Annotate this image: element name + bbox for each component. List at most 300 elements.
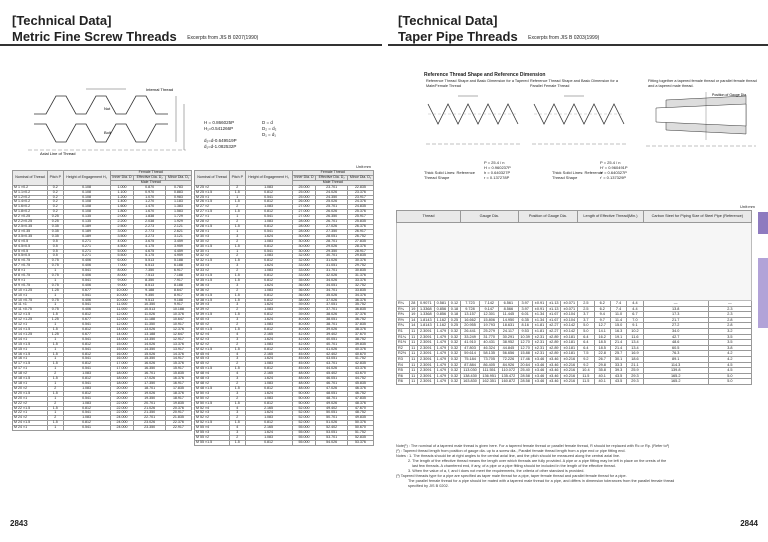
- table-cell: 0.12: [449, 301, 461, 307]
- table-cell: 1.5: [48, 328, 64, 333]
- table-cell: 0.189: [63, 229, 110, 234]
- table-cell: 18.376: [165, 391, 191, 396]
- table-cell: ±1.81: [532, 323, 546, 329]
- table-cell: 27.350: [316, 229, 347, 234]
- table-cell: M 27 ×1: [195, 215, 230, 220]
- table-cell: 72.226: [499, 356, 518, 362]
- table-cell: 0.2: [48, 195, 64, 200]
- table-cell: 20.917: [165, 411, 191, 416]
- table-cell: 52.402: [316, 426, 347, 431]
- table-cell: M 4 ×0.5: [13, 239, 48, 244]
- table-cell: 34.376: [347, 293, 373, 298]
- table-cell: ±0.181: [561, 340, 578, 346]
- table-cell: 1.470: [134, 205, 165, 210]
- table-cell: 42.000: [292, 332, 316, 337]
- table-cell: 6.917: [165, 269, 191, 274]
- table-cell: 50.670: [347, 426, 373, 431]
- table-cell: 0.406: [63, 274, 110, 279]
- table-cell: 11: [409, 356, 417, 362]
- right-header: [398, 14, 599, 44]
- table-cell: 8.16: [518, 323, 532, 329]
- table-cell: 9.728: [460, 306, 479, 312]
- table-cell: 1: [230, 229, 246, 234]
- table-cell: 1.083: [245, 396, 292, 401]
- table-cell: 1.5: [230, 313, 246, 318]
- table-cell: M 36 ×1.5: [195, 293, 230, 298]
- table-cell: 52.000: [292, 421, 316, 426]
- table-cell: 17.000: [110, 367, 134, 372]
- table-cell: M 48 ×4: [195, 372, 230, 377]
- table-cell: 15.350: [134, 357, 165, 362]
- table-cell: 1.083: [245, 269, 292, 274]
- table-cell: 0.406: [63, 283, 110, 288]
- table-cell: 17.835: [165, 386, 191, 391]
- right-diagram-title: Reference Thread Shape and Reference Dimension: [424, 72, 546, 78]
- table-cell: 1.5: [230, 440, 246, 445]
- table-cell: 7.188: [165, 274, 191, 279]
- table-cell: 15.806: [480, 317, 499, 323]
- table-cell: 0.32: [449, 351, 461, 357]
- table-cell: 0.812: [245, 259, 292, 264]
- th-pitch: Pitch P: [48, 171, 64, 186]
- table-cell: 33.000: [292, 264, 316, 269]
- table-cell: 35.752: [347, 303, 373, 308]
- table-cell: —: [643, 301, 708, 307]
- table-cell: ±1.67: [547, 317, 561, 323]
- table-cell: 32.000: [292, 254, 316, 259]
- table-cell: 1.5: [48, 362, 64, 367]
- table-cell: 22.8: [594, 351, 610, 357]
- table-cell: M 40 ×1.5: [195, 328, 230, 333]
- table-cell: 1: [48, 357, 64, 362]
- table-cell: 7.723: [460, 301, 479, 307]
- table-cell: 49.026: [316, 401, 347, 406]
- left-title: Metric Fine Screw Threads: [12, 29, 177, 44]
- table-cell: ±3.46: [532, 368, 546, 374]
- table-cell: 3.97: [518, 306, 532, 312]
- table-cell: 87.884: [460, 362, 479, 368]
- parallel-thread-diagram: [530, 90, 630, 152]
- table-cell: 47.670: [347, 406, 373, 411]
- table-cell: 0.271: [63, 239, 110, 244]
- table-cell: ±0.216: [561, 373, 578, 379]
- table-cell: 20.64: [518, 362, 532, 368]
- table-cell: 13.4: [627, 340, 643, 346]
- table-cell: 55.000: [292, 426, 316, 431]
- table-cell: 3.459: [165, 239, 191, 244]
- table-cell: 48.000: [292, 386, 316, 391]
- table-cell: M 55 ×3: [195, 431, 230, 436]
- table-cell: 136.951: [480, 373, 499, 379]
- table-cell: 1.479: [434, 345, 448, 351]
- table-cell: 0.5: [48, 249, 64, 254]
- table-cell: M 55 ×2: [195, 435, 230, 440]
- table-cell: 2.165: [245, 372, 292, 377]
- table-cell: 1: [48, 381, 64, 386]
- note-2: Notes : 1. The threads should be at right angles to the central axial line, and the pitch should be measured along the central axial line.: [396, 454, 621, 458]
- table-cell: 1.624: [245, 391, 292, 396]
- metric-table-2: [194, 170, 374, 446]
- table-cell: 0.75: [48, 298, 64, 303]
- table-cell: M 11 ×1: [13, 303, 48, 308]
- table-row: [195, 440, 374, 445]
- table-cell: 2.121: [165, 224, 191, 229]
- table-cell: R¼: [397, 301, 410, 307]
- table-cell: 0.32: [449, 334, 461, 340]
- diag1-caption: Reference Thread Shape and Basic Dimension for a Tapered Male/Female Thread: [426, 79, 529, 88]
- table-cell: 7.917: [165, 278, 191, 283]
- table-cell: 4.675: [134, 249, 165, 254]
- table-cell: 4.175: [134, 244, 165, 249]
- table-cell: 20.000: [110, 391, 134, 396]
- tapered-thread-diagram: [424, 90, 524, 152]
- table-cell: 0.406: [63, 259, 110, 264]
- table-cell: ±0.216: [561, 356, 578, 362]
- table-cell: 9.513: [134, 298, 165, 303]
- table-cell: 45.835: [347, 381, 373, 386]
- table-cell: 51.026: [316, 421, 347, 426]
- table-cell: M 30 ×1.5: [195, 244, 230, 249]
- table-cell: 3: [230, 377, 246, 382]
- table-cell: M 8 ×1: [13, 269, 48, 274]
- table-cell: 0.812: [245, 200, 292, 205]
- table-cell: M 30 ×1: [195, 249, 230, 254]
- table-cell: 2: [230, 308, 246, 313]
- table-cell: 8.000: [110, 274, 134, 279]
- table-cell: 12.647: [165, 332, 191, 337]
- table-cell: 18.000: [110, 377, 134, 382]
- table-cell: 26.376: [347, 224, 373, 229]
- table-cell: ±2.89: [547, 345, 561, 351]
- table-cell: 25.279: [480, 328, 499, 334]
- table-cell: 1: [48, 411, 64, 416]
- table-cell: 16.350: [134, 367, 165, 372]
- table-cell: 46.701: [316, 381, 347, 386]
- table-cell: 25.701: [316, 205, 347, 210]
- table-cell: 0.271: [63, 254, 110, 259]
- table-cell: 44.752: [347, 377, 373, 382]
- table-cell: 42.000: [292, 342, 316, 347]
- table-cell: 29.3: [627, 379, 643, 385]
- table-cell: 1.5: [48, 421, 64, 426]
- table-cell: M 14 ×1.25: [13, 332, 48, 337]
- table-cell: 5.0: [578, 323, 594, 329]
- table-cell: R2½: [397, 351, 410, 357]
- table-cell: 3: [230, 411, 246, 416]
- formula-right-h: H' = 0.960491P: [600, 165, 628, 170]
- table-cell: M 1.2×0.2: [13, 195, 48, 200]
- table-cell: 32.000: [292, 259, 316, 264]
- table-cell: 50.376: [347, 421, 373, 426]
- table-cell: 1.083: [245, 381, 292, 386]
- th-inner: Inner Dia. D: [110, 175, 134, 180]
- table-cell: R1¼: [397, 334, 410, 340]
- table-cell: 2: [230, 220, 246, 225]
- table-cell: 35.000: [292, 278, 316, 283]
- table-cell: M 52 ×1.5: [195, 421, 230, 426]
- right-page-number: 2844: [740, 519, 758, 528]
- table-cell: 2: [48, 372, 64, 377]
- table-cell: 3: [230, 337, 246, 342]
- table-cell: 23.701: [316, 185, 347, 190]
- metric-thread-diagram: [26, 84, 196, 156]
- table-cell: 13.8: [643, 306, 708, 312]
- table-cell: 1.100: [110, 190, 134, 195]
- table-cell: 13.157: [460, 312, 479, 318]
- table-cell: 41.026: [316, 347, 347, 352]
- table-cell: 1.624: [245, 264, 292, 269]
- table-cell: 4.4: [627, 301, 643, 307]
- th-pipe: Carbon Steel for Piping Size of Steel Pipe (Reference): [643, 211, 751, 223]
- table-cell: M 50 ×2: [195, 396, 230, 401]
- table-cell: 14: [409, 317, 417, 323]
- left-formulas-a: [204, 120, 264, 150]
- table-cell: 11.000: [110, 308, 134, 313]
- taper-notes: [396, 444, 756, 489]
- table-cell: 33.249: [460, 334, 479, 340]
- diagram-label-nut: Nut: [104, 106, 111, 111]
- table-cell: 6.35: [518, 317, 532, 323]
- table-cell: M 26 ×1.5: [195, 200, 230, 205]
- table-cell: 0.135: [63, 215, 110, 220]
- table-cell: 45.000: [292, 362, 316, 367]
- table-cell: M 48 ×1.5: [195, 386, 230, 391]
- table-cell: 30.376: [347, 259, 373, 264]
- table-cell: M 42 ×2: [195, 342, 230, 347]
- table-cell: 5.513: [134, 259, 165, 264]
- table-cell: 10.647: [165, 318, 191, 323]
- table-cell: 8.188: [165, 283, 191, 288]
- table-cell: 23.026: [134, 421, 165, 426]
- table-cell: 30.000: [292, 239, 316, 244]
- table-cell: 35.8: [594, 368, 610, 374]
- table-cell: 8.000: [110, 269, 134, 274]
- table-cell: 24.835: [347, 205, 373, 210]
- table-cell: 0.9071: [417, 301, 434, 307]
- table-cell: 1.083: [245, 205, 292, 210]
- table-cell: 23.917: [347, 195, 373, 200]
- table-cell: 54.026: [316, 440, 347, 445]
- table-cell: 50.000: [292, 391, 316, 396]
- table-cell: ±1.13: [547, 306, 561, 312]
- table-cell: M 32 ×2: [195, 254, 230, 259]
- formula-right-r: r' = 0.137329P: [600, 175, 627, 180]
- table-cell: M 27 ×2: [195, 205, 230, 210]
- th-nominal-2: Nominal of Thread: [195, 171, 230, 186]
- table-cell: ±3.46: [532, 362, 546, 368]
- table-cell: 14.000: [110, 332, 134, 337]
- table-cell: 0.541: [63, 411, 110, 416]
- table-cell: 0.2: [48, 205, 64, 210]
- table-cell: 22.000: [110, 401, 134, 406]
- table-cell: 28: [409, 301, 417, 307]
- table-cell: 1.5: [230, 367, 246, 372]
- table-cell: 11: [409, 368, 417, 374]
- table-cell: 0.75: [48, 283, 64, 288]
- table-cell: 1.083: [245, 323, 292, 328]
- table-cell: 0.25: [48, 215, 64, 220]
- table-cell: 0.108: [63, 190, 110, 195]
- table-cell: 39.835: [347, 342, 373, 347]
- table-cell: 19.026: [134, 391, 165, 396]
- table-cell: 11: [409, 373, 417, 379]
- table-cell: M 48 ×2: [195, 381, 230, 386]
- table-cell: 3.5: [708, 340, 751, 346]
- th-minor-2: Minor Dia. D₁: [347, 175, 373, 180]
- table-cell: 28.917: [347, 249, 373, 254]
- table-cell: 2: [230, 288, 246, 293]
- table-cell: 2: [230, 416, 246, 421]
- table-cell: R2: [397, 345, 410, 351]
- table-cell: 1.3368: [417, 306, 434, 312]
- table-cell: 15.88: [518, 351, 532, 357]
- diagram-label-axis: Axial Line of Thread: [40, 151, 76, 156]
- table-cell: 3.675: [134, 239, 165, 244]
- table-cell: M 22 ×2: [13, 401, 48, 406]
- table-cell: 13.376: [165, 342, 191, 347]
- table-cell: 0.812: [63, 406, 110, 411]
- table-cell: 12.70: [518, 340, 532, 346]
- table-cell: 6.4: [578, 340, 594, 346]
- table-cell: 1.5: [230, 259, 246, 264]
- table-cell: 6.7: [627, 312, 643, 318]
- table-cell: 22.917: [165, 426, 191, 431]
- table-cell: 0.983: [165, 195, 191, 200]
- taper-note-left: Thick Solid Lines: Reference Thread Shape: [424, 170, 475, 180]
- table-cell: 40.000: [292, 323, 316, 328]
- table-cell: 59.614: [460, 351, 479, 357]
- note-0: Note(¹) : The nominal of a tapered male thread is given here. For a tapered female thread or parallel female thread, R should be replaced with Rc or Rp. (Refer to²): [396, 444, 670, 448]
- table-cell: 29.8: [594, 362, 610, 368]
- table-cell: 14.026: [134, 342, 165, 347]
- table-cell: ±3.46: [532, 356, 546, 362]
- section-tab: [758, 212, 768, 234]
- table-cell: 48.376: [347, 401, 373, 406]
- table-cell: M 3 ×0.35: [13, 229, 48, 234]
- fitting-diagram: [646, 90, 758, 156]
- table-cell: 1.479: [434, 340, 448, 346]
- table-cell: 0.812: [63, 362, 110, 367]
- table-cell: 42.000: [292, 337, 316, 342]
- table-cell: 1.5: [230, 386, 246, 391]
- table-cell: 2.3091: [417, 362, 434, 368]
- table-cell: 33.376: [347, 278, 373, 283]
- table-cell: M 22 ×1.5: [13, 406, 48, 411]
- diag3-caption: Fitting together a tapered female thread or parallel female thread and a tapered male thread.: [648, 79, 757, 88]
- table-cell: 3: [230, 303, 246, 308]
- table-cell: 11.000: [110, 303, 134, 308]
- table-cell: 0.812: [63, 377, 110, 382]
- table-cell: 52.000: [292, 416, 316, 421]
- table-cell: 2: [230, 381, 246, 386]
- table-cell: 38.952: [499, 340, 518, 346]
- table-cell: 4.000: [110, 239, 134, 244]
- table-cell: 18.6: [627, 356, 643, 362]
- table-cell: 14.000: [110, 328, 134, 333]
- table-cell: 2.165: [245, 406, 292, 411]
- table-cell: M 45 ×4: [195, 352, 230, 357]
- table-cell: 4: [230, 332, 246, 337]
- table-cell: 1.5: [48, 342, 64, 347]
- table-cell: 11: [409, 379, 417, 385]
- right-title: Taper Pipe Threads: [398, 29, 518, 44]
- taper-table: [396, 210, 752, 385]
- table-cell: 1.083: [245, 254, 292, 259]
- table-cell: 0.541: [63, 426, 110, 431]
- table-cell: 1.5: [48, 406, 64, 411]
- table-cell: 39.000: [292, 308, 316, 313]
- table-cell: 162.351: [480, 379, 499, 385]
- table-cell: 0.541: [63, 278, 110, 283]
- table-cell: 34.051: [316, 283, 347, 288]
- table-cell: 31.051: [316, 264, 347, 269]
- table-cell: 1.800: [110, 210, 134, 215]
- table-cell: ±3.46: [532, 379, 546, 385]
- table-cell: M 2.5×0.35: [13, 224, 48, 229]
- table-cell: 24.000: [110, 416, 134, 421]
- table-cell: 43.5: [610, 379, 626, 385]
- table-cell: 2.165: [245, 426, 292, 431]
- table-cell: 10.000: [110, 288, 134, 293]
- table-cell: 2.3: [708, 306, 751, 312]
- table-cell: 37.701: [316, 308, 347, 313]
- table-cell: M 55 ×4: [195, 426, 230, 431]
- table-cell: 0.271: [63, 244, 110, 249]
- table-cell: 18.701: [134, 386, 165, 391]
- table-cell: 0.970: [134, 190, 165, 195]
- table-cell: 16.376: [165, 377, 191, 382]
- table-cell: 3: [230, 264, 246, 269]
- table-cell: 43.051: [316, 357, 347, 362]
- table-cell: M 30 ×3: [195, 234, 230, 239]
- table-cell: 4: [230, 406, 246, 411]
- table-cell: 33.000: [292, 269, 316, 274]
- table-cell: 1.624: [245, 431, 292, 436]
- table-cell: 6.01: [518, 312, 532, 318]
- table-cell: 19: [409, 312, 417, 318]
- table-cell: 0.541: [245, 249, 292, 254]
- table-cell: 2.773: [134, 229, 165, 234]
- table-cell: ±0.104: [561, 317, 578, 323]
- table-cell: ±0.91: [532, 306, 546, 312]
- table-cell: M 20 ×2: [13, 386, 48, 391]
- table-cell: 2.3091: [417, 379, 434, 385]
- note-3: 2. The length of the effective thread means the length over which threads are fully provided. A pipe or a pipe fitting may be left in place on the crests of the: [408, 459, 667, 463]
- table-cell: 30.000: [292, 244, 316, 249]
- formula-left-p: P = 25.4 / n: [484, 160, 505, 165]
- table-cell: 2: [230, 205, 246, 210]
- table-cell: 14.000: [110, 337, 134, 342]
- table-cell: 31.376: [347, 274, 373, 279]
- table-cell: 1.8143: [417, 317, 434, 323]
- table-cell: 17.3: [643, 312, 708, 318]
- table-cell: 41.910: [460, 340, 479, 346]
- table-cell: 1.5: [48, 313, 64, 318]
- table-cell: 55.000: [292, 440, 316, 445]
- table-cell: 2.500: [110, 224, 134, 229]
- table-cell: 40.431: [480, 340, 499, 346]
- table-cell: 20.955: [460, 323, 479, 329]
- table-cell: 48.6: [643, 340, 708, 346]
- taper-note-right: Thick Solid Lines: Reference Thread Shape: [552, 170, 603, 180]
- table-cell: 0.812: [245, 401, 292, 406]
- table-cell: 0.883: [165, 190, 191, 195]
- table-cell: 33.000: [292, 274, 316, 279]
- table-cell: 11: [409, 351, 417, 357]
- table-cell: 6.000: [110, 259, 134, 264]
- table-cell: 43.670: [347, 372, 373, 377]
- left-tag: [Technical Data]: [12, 13, 112, 28]
